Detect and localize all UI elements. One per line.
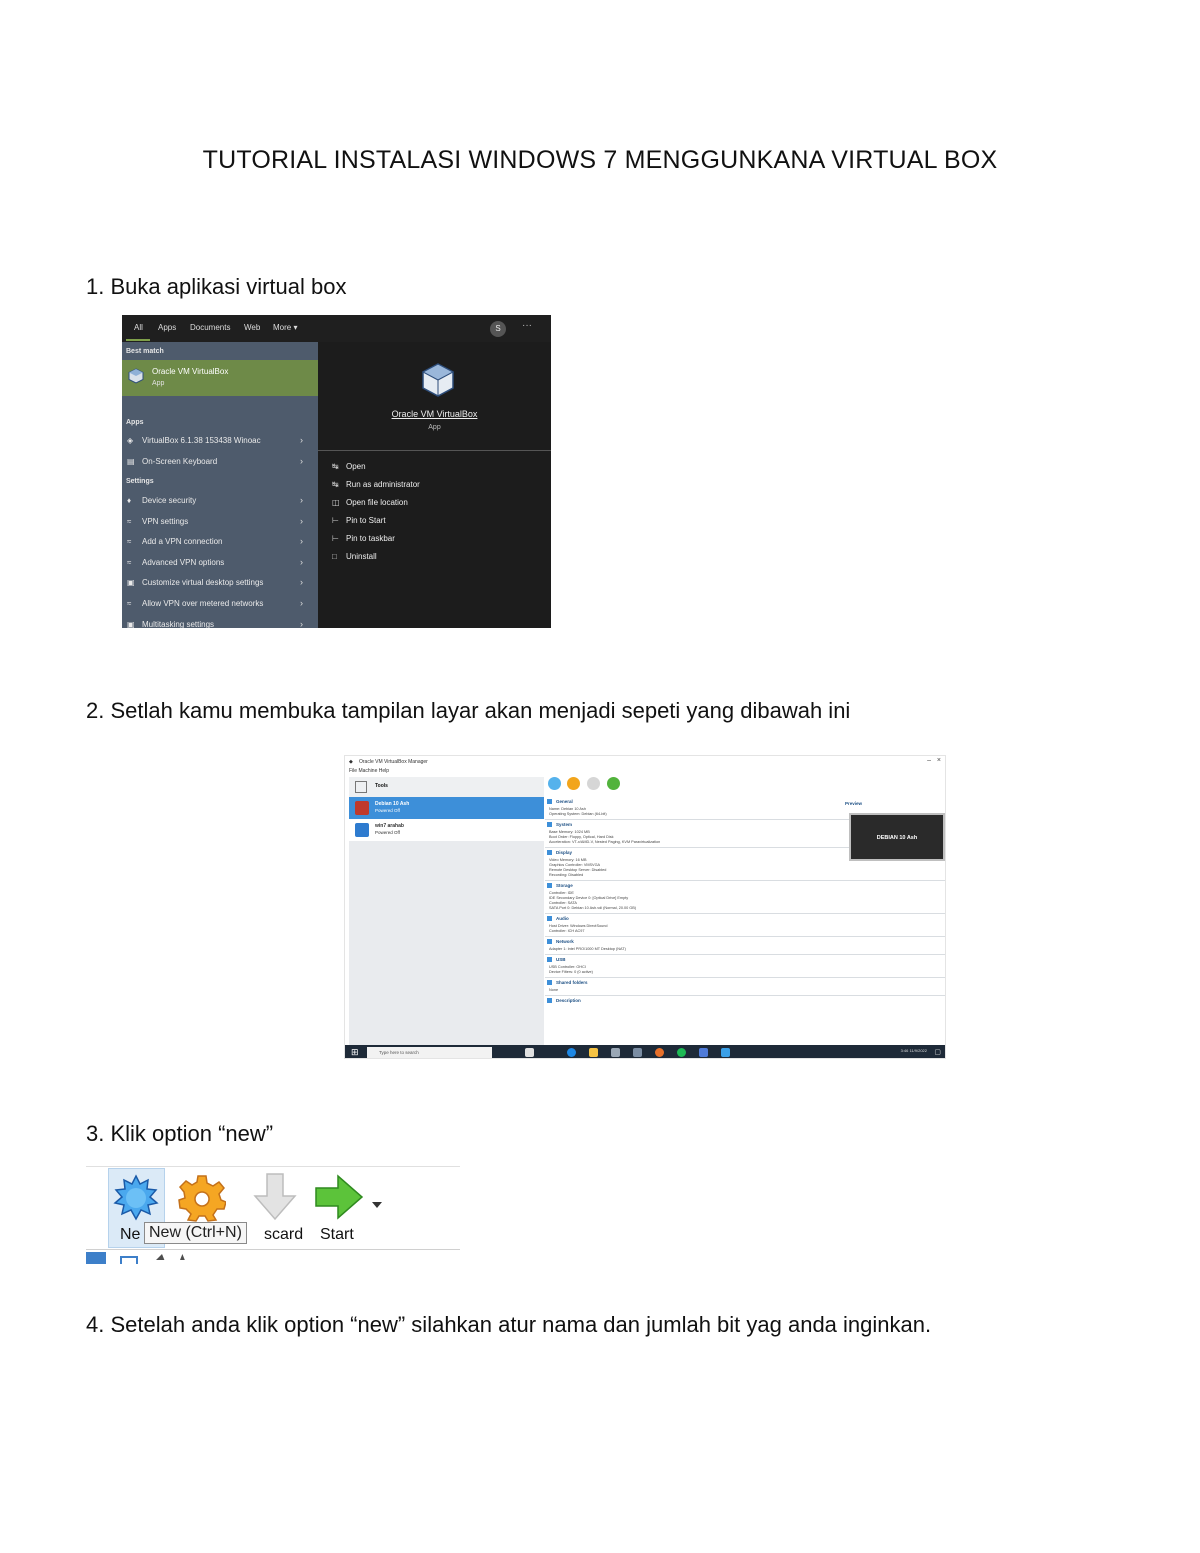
action-label: Pin to taskbar: [346, 534, 395, 543]
tools-item[interactable]: [349, 777, 544, 797]
action-label: Open file location: [346, 498, 408, 507]
settings-item-label: Advanced VPN options: [142, 558, 225, 567]
folder-icon: ◫: [332, 498, 340, 507]
app-item-label: On-Screen Keyboard: [142, 457, 218, 466]
action-label: Uninstall: [346, 552, 377, 561]
multitasking-icon: ▣: [127, 620, 135, 628]
taskbar-clock: 3:46 11/9/2022: [900, 1048, 927, 1053]
divider: [545, 880, 945, 881]
app-item-onscreen-keyboard[interactable]: [122, 452, 318, 472]
edge-icon[interactable]: [567, 1048, 576, 1057]
vm-item-win7[interactable]: [349, 819, 544, 841]
windows-start-icon[interactable]: ⊞: [351, 1047, 359, 1057]
detail-line: Controller: IDE: [549, 891, 574, 895]
detail-line: Graphics Controller: VMSVGA: [549, 863, 601, 867]
tab-apps[interactable]: Apps: [158, 323, 177, 332]
discard-icon[interactable]: [252, 1172, 298, 1222]
tools-label: Tools: [375, 783, 388, 789]
file-explorer-icon[interactable]: [589, 1048, 598, 1057]
settings-item-label: Allow VPN over metered networks: [142, 599, 264, 608]
settings-item-vpn[interactable]: [122, 512, 318, 532]
detail-line: Name: Debian 10 Ash: [549, 807, 586, 811]
step-3: 3. Klik option “new”: [86, 1121, 274, 1146]
detail-line: Adapter 1: Intel PRO/1000 MT Desktop (NAT): [549, 947, 626, 951]
section-usb: USB: [547, 957, 566, 962]
vm-item-debian[interactable]: [349, 797, 544, 819]
start-icon[interactable]: [314, 1174, 364, 1220]
discard-button-label: scard: [264, 1226, 304, 1243]
new-tooltip: New (Ctrl+N): [144, 1222, 247, 1244]
divider: [86, 1249, 460, 1250]
settings-item-multitasking[interactable]: [122, 615, 318, 628]
step-2: 2. Setlah kamu membuka tampilan layar akan menjadi sepeti yang dibawah ini: [86, 698, 851, 723]
detail-line: Base Memory: 1024 MB: [549, 830, 590, 834]
section-system: System: [547, 822, 572, 827]
debian-icon: [355, 801, 369, 815]
divider: [545, 954, 945, 955]
vm-state: Powered Off: [375, 830, 400, 835]
vpn-icon: ≈: [127, 537, 132, 546]
action-uninstall[interactable]: [332, 552, 377, 561]
best-match-item[interactable]: [122, 360, 318, 396]
chevron-down-icon[interactable]: [372, 1202, 382, 1208]
action-label: Open: [346, 462, 366, 471]
window-controls[interactable]: – ×: [927, 757, 941, 764]
vpn-icon: ≈: [127, 558, 132, 567]
windows-search-screenshot: [122, 315, 551, 628]
detail-line: Controller: ICH AC97: [549, 929, 585, 933]
chevron-right-icon: ›: [300, 536, 303, 546]
pin-icon: ⊢: [332, 516, 339, 525]
open-icon: ↹: [332, 462, 339, 471]
apps-heading: Apps: [126, 419, 144, 426]
settings-item-label: Multitasking settings: [142, 620, 215, 628]
settings-item-add-vpn[interactable]: [122, 532, 318, 552]
step-1: 1. Buka aplikasi virtual box: [86, 274, 347, 299]
vpn-icon: ≈: [127, 517, 132, 526]
firefox-icon[interactable]: [655, 1048, 664, 1057]
best-match-heading: Best match: [126, 348, 164, 355]
settings-item-label: Customize virtual desktop settings: [142, 578, 264, 587]
detail-line: Operating System: Debian (64-bit): [549, 812, 607, 816]
trash-icon: □: [332, 552, 337, 561]
tab-web[interactable]: Web: [244, 323, 261, 332]
search-tabs: [122, 315, 551, 342]
virtualbox-manager-screenshot: [344, 755, 946, 1059]
best-match-name: Oracle VM VirtualBox: [152, 367, 229, 376]
virtualbox-icon: [128, 368, 144, 384]
chevron-right-icon: ›: [300, 598, 303, 608]
action-label: Pin to Start: [346, 516, 386, 525]
detail-line: Recording: Disabled: [549, 873, 584, 877]
settings-icon[interactable]: [567, 777, 580, 790]
virtualbox-logo-icon: [420, 362, 456, 398]
action-pin-to-taskbar[interactable]: [332, 534, 395, 543]
new-button-label: Ne: [120, 1226, 141, 1243]
detail-line: Acceleration: VT-x/AMD-V, Nested Paging, KVM Paravirtualization: [549, 840, 661, 844]
vm-list-empty-area: [349, 841, 544, 1045]
detail-line: USB Controller: OHCI: [549, 965, 586, 969]
chevron-right-icon: ›: [300, 495, 303, 505]
detail-line: Device Filters: 0 (0 active): [549, 970, 593, 974]
detail-line: Boot Order: Floppy, Optical, Hard Disk: [549, 835, 614, 839]
detail-line: None: [549, 988, 559, 992]
keyboard-icon: ▤: [127, 457, 135, 466]
settings-item-label: Add a VPN connection: [142, 537, 223, 546]
menu-bar[interactable]: File Machine Help: [349, 768, 390, 774]
vm-preview: [849, 813, 945, 861]
action-open-file-location[interactable]: [332, 498, 408, 507]
vm-name: win7 arahab: [375, 823, 404, 829]
more-options-icon[interactable]: ···: [522, 320, 532, 331]
section-audio: Audio: [547, 916, 569, 921]
document-title: TUTORIAL INSTALASI WINDOWS 7 MENGGUNKANA VIRTUAL BOX: [202, 146, 998, 174]
windows-taskbar: [345, 1045, 946, 1059]
divider: [545, 913, 945, 914]
divider: [86, 1166, 460, 1167]
settings-item-label: Device security: [142, 496, 197, 505]
section-display: Display: [547, 850, 572, 855]
cropped-text: [156, 1254, 216, 1260]
action-pin-to-start[interactable]: [332, 516, 386, 525]
taskbar-search-box[interactable]: Type here to search: [367, 1047, 492, 1058]
settings-item-virtual-desktop[interactable]: [122, 573, 318, 593]
settings-item-label: VPN settings: [142, 517, 189, 526]
chevron-right-icon: ›: [300, 619, 303, 628]
section-general: General: [547, 799, 573, 804]
settings-heading: Settings: [126, 478, 154, 485]
admin-icon: ↹: [332, 480, 339, 489]
new-icon[interactable]: [548, 777, 561, 790]
settings-item-device-security[interactable]: [122, 491, 318, 511]
detail-line: SATA Port 0: Debian 10 Ash.vdi (Normal, 20.00 GB): [549, 906, 637, 910]
vm-name: Debian 10 Ash: [375, 801, 410, 807]
section-shared-folders: Shared folders: [547, 980, 588, 985]
start-icon[interactable]: [607, 777, 620, 790]
action-label: Run as administrator: [346, 480, 420, 489]
list-selection-indicator: [86, 1252, 106, 1264]
divider: [318, 450, 551, 451]
settings-icon[interactable]: [178, 1174, 226, 1222]
avatar[interactable]: S: [490, 321, 506, 337]
window-icon: ◆: [349, 759, 353, 765]
app-detail-type: App: [428, 424, 441, 431]
tab-all[interactable]: All: [134, 323, 143, 332]
virtualbox-taskbar-icon[interactable]: [699, 1048, 708, 1057]
app-item-label: VirtualBox 6.1.38 153438 Winoac: [142, 436, 261, 445]
detail-line: IDE Secondary Device 0: [Optical Drive] Empty: [549, 896, 629, 900]
window-title: Oracle VM VirtualBox Manager: [359, 759, 428, 765]
chevron-right-icon: ›: [300, 577, 303, 587]
virtualbox-icon: ◈: [127, 436, 134, 445]
vm-details-pane: [545, 777, 946, 1045]
task-view-icon[interactable]: [525, 1048, 534, 1057]
divider: [545, 977, 945, 978]
step-4: 4. Setelah anda klik option “new” silahkan atur nama dan jumlah bit yag anda inginkan.: [86, 1312, 932, 1337]
vm-list-pane: [349, 777, 544, 1045]
chevron-right-icon: ›: [300, 516, 303, 526]
search-results-pane: [122, 342, 318, 628]
pin-icon: ⊢: [332, 534, 339, 543]
mail-icon[interactable]: [633, 1048, 642, 1057]
vm-state: Powered Off: [375, 808, 400, 813]
app-detail-pane: [318, 342, 551, 628]
chevron-right-icon: ›: [300, 435, 303, 445]
vpn-icon: ≈: [127, 599, 132, 608]
start-button-label: Start: [320, 1226, 354, 1243]
desktop-icon: ▣: [127, 578, 135, 587]
window-titlebar: [345, 756, 946, 768]
detail-line: Remote Desktop Server: Disabled: [549, 868, 607, 872]
divider: [545, 936, 945, 937]
tab-documents[interactable]: Documents: [190, 323, 231, 332]
action-open[interactable]: [332, 462, 366, 471]
preview-heading: Preview: [845, 801, 863, 806]
best-match-type: App: [152, 380, 165, 387]
tools-icon: [355, 781, 367, 793]
app-icon[interactable]: [721, 1048, 730, 1057]
detail-line: Video Memory: 16 MB: [549, 858, 587, 862]
divider: [545, 995, 945, 996]
detail-line: Host Driver: Windows DirectSound: [549, 924, 608, 928]
app-item-virtualbox[interactable]: [122, 431, 318, 451]
virtualbox-toolbar-screenshot: [86, 1166, 460, 1264]
tab-more[interactable]: More ▾: [273, 323, 298, 332]
windows7-icon: [355, 823, 369, 837]
discard-icon[interactable]: [587, 777, 600, 790]
action-run-as-admin[interactable]: [332, 480, 420, 489]
settings-item-vpn-metered[interactable]: [122, 594, 318, 614]
preview-text: DEBIAN 10 Ash: [876, 835, 918, 841]
new-icon[interactable]: [112, 1174, 160, 1222]
store-icon[interactable]: [611, 1048, 620, 1057]
general-section-icon: [120, 1256, 138, 1264]
app-detail-name: Oracle VM VirtualBox: [391, 409, 478, 419]
detail-line: Controller: SATA: [549, 901, 577, 905]
chevron-right-icon: ›: [300, 557, 303, 567]
settings-item-advanced-vpn[interactable]: [122, 553, 318, 573]
chevron-right-icon: ›: [300, 456, 303, 466]
shield-icon: ♦: [127, 496, 132, 505]
section-network: Network: [547, 939, 574, 944]
active-tab-indicator: [126, 339, 150, 341]
notification-icon[interactable]: ▢: [934, 1049, 941, 1056]
section-storage: Storage: [547, 883, 573, 888]
spotify-icon[interactable]: [677, 1048, 686, 1057]
section-description: Description: [547, 998, 581, 1003]
